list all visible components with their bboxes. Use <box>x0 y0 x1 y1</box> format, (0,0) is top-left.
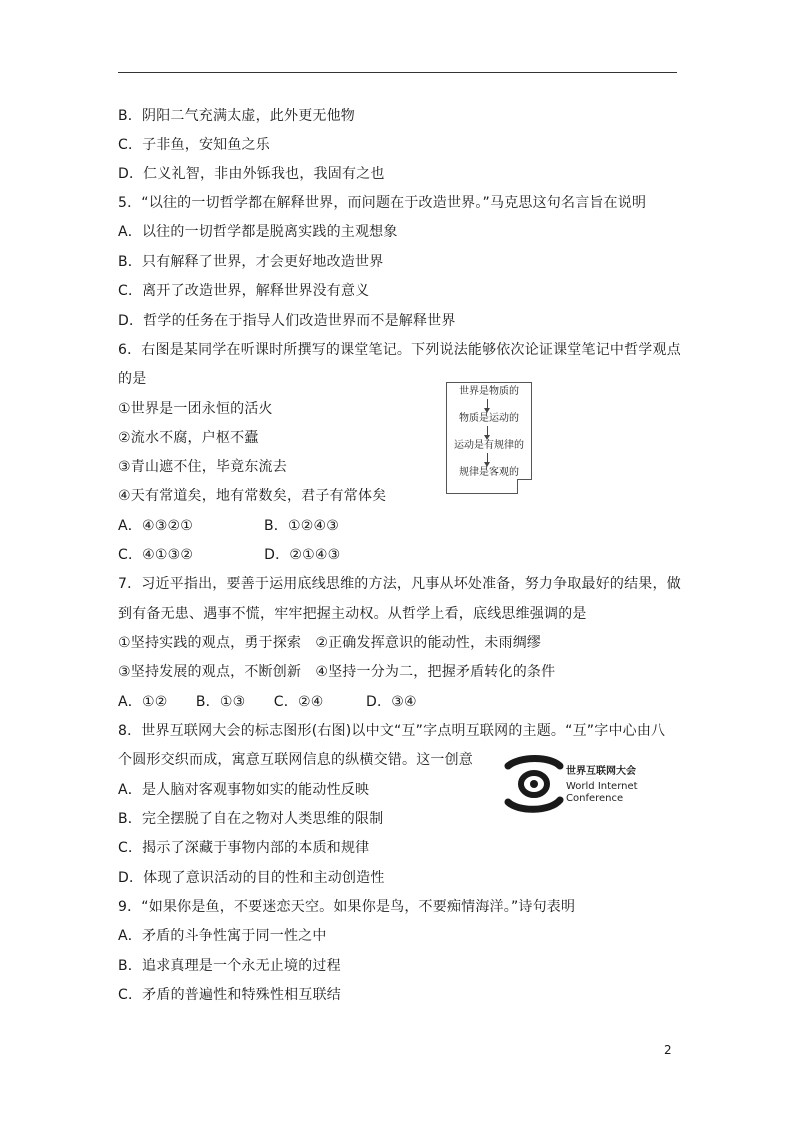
q6-item-2: ②流水不腐，户枢不蠹 <box>118 430 259 446</box>
q5-option-b: B．只有解释了世界，才会更好地改造世界 <box>118 254 384 270</box>
page-curl-icon <box>517 479 532 494</box>
q9-option-b: B．追求真理是一个永无止境的过程 <box>118 958 341 974</box>
logo-name-cn: 世界互联网大会 <box>566 766 636 777</box>
q7-stem-line-1: 7．习近平指出，要善于运用底线思维的方法，凡事从坏处准备，努力争取最好的结果，做 <box>118 576 681 592</box>
q5-option-d: D．哲学的任务在于指导人们改造世界而不是解释世界 <box>118 313 456 329</box>
q6-stem-line-2: 的是 <box>118 371 147 387</box>
q8-stem-line-2: 个圆形交织而成，寓意互联网信息的纵横交错。这一创意 <box>118 752 473 768</box>
class-notes-figure <box>446 382 532 494</box>
q9-option-c: C．矛盾的普遍性和特殊性相互联结 <box>118 987 341 1003</box>
q8-stem-line-1: 8．世界互联网大会的标志图形(右图)以中文“互”字点明互联网的主题。“互”字中心由八 <box>118 723 666 739</box>
note-step-1: 世界是物质的 <box>459 386 519 397</box>
logo-name-en-1: World Internet <box>566 781 638 792</box>
q5-option-c: C．离开了改造世界，解释世界没有意义 <box>118 283 370 299</box>
q6-item-3: ③青山遮不住，毕竟东流去 <box>118 459 287 475</box>
down-arrow-icon <box>487 453 488 463</box>
note-step-3: 运动是有规律的 <box>454 440 524 451</box>
q8-option-a: A．是人脑对客观事物如实的能动性反映 <box>118 782 370 798</box>
logo-name-en-2: Conference <box>566 793 624 804</box>
q6-options-ab: A．④③②① B．①②④③ <box>118 518 339 534</box>
q7-items-3-4: ③坚持发展的观点，不断创新 ④坚持一分为二，把握矛盾转化的条件 <box>118 664 556 680</box>
q6-stem-line-1: 6．右图是某同学在听课时所撰写的课堂笔记。下列说法能够依次论证课堂笔记中哲学观点 <box>118 342 681 358</box>
page-number: 2 <box>664 1043 672 1057</box>
q8-option-c: C．揭示了深藏于事物内部的本质和规律 <box>118 840 370 856</box>
q7-options: A．①② B．①③ C．②④ D．③④ <box>118 694 417 710</box>
q4-option-d: D．仁义礼智，非由外铄我也，我固有之也 <box>118 166 385 182</box>
q7-stem-line-2: 到有备无患、遇事不慌，牢牢把握主动权。从哲学上看，底线思维强调的是 <box>118 606 587 622</box>
q4-option-c: C．子非鱼，安知鱼之乐 <box>118 137 270 153</box>
q6-item-4: ④天有常道矣，地有常数矣，君子有常体矣 <box>118 488 387 504</box>
q6-item-1: ①世界是一团永恒的活火 <box>118 401 273 417</box>
hu-character-mark-icon <box>508 759 560 810</box>
q5-option-a: A．以往的一切哲学都是脱离实践的主观想象 <box>118 224 398 240</box>
note-step-4: 规律是客观的 <box>459 467 519 478</box>
q9-stem: 9．“如果你是鱼，不要迷恋天空。如果你是鸟，不要痴情海洋。”诗句表明 <box>118 899 576 915</box>
q4-option-b: B．阴阳二气充满太虚，此外更无他物 <box>118 108 356 124</box>
down-arrow-icon <box>487 426 488 436</box>
header-rule <box>118 72 677 73</box>
q7-items-1-2: ①坚持实践的观点，勇于探索 ②正确发挥意识的能动性，未雨绸缪 <box>118 635 542 651</box>
q9-option-a: A．矛盾的斗争性寓于同一性之中 <box>118 928 327 944</box>
q6-options-cd: C．④①③② D．②①④③ <box>118 547 341 563</box>
note-step-2: 物质是运动的 <box>459 413 519 424</box>
q8-option-b: B．完全摆脱了自在之物对人类思维的限制 <box>118 811 384 827</box>
down-arrow-icon <box>487 399 488 409</box>
q5-stem: 5．“以往的一切哲学都在解释世界，而问题在于改造世界。”马克思这句名言旨在说明 <box>118 195 647 211</box>
q8-option-d: D．体现了意识活动的目的性和主动创造性 <box>118 870 385 886</box>
